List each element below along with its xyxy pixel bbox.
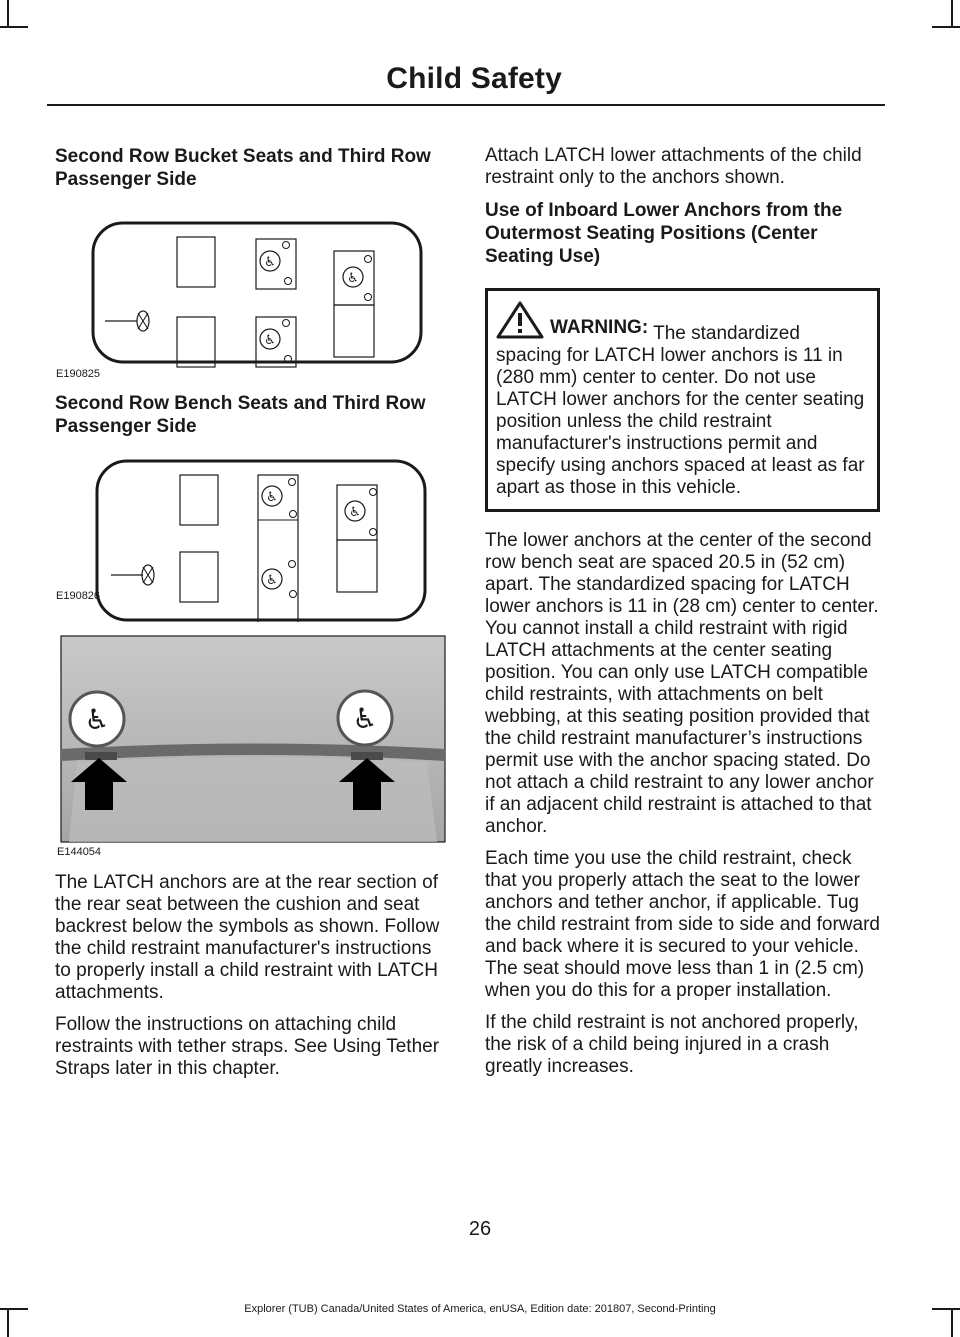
tether-straps-paragraph: Follow the instructions on attaching child restraints with tether straps. See Using Tether Straps later in this chapter. bbox=[55, 1014, 440, 1079]
warning-box bbox=[485, 288, 880, 512]
svg-text:♿: ♿ bbox=[84, 704, 110, 735]
header-rule bbox=[47, 104, 885, 106]
crop-mark bbox=[932, 26, 960, 28]
warning-head bbox=[496, 301, 648, 339]
warning-icon bbox=[496, 301, 544, 339]
bucket-seats-diagram bbox=[55, 199, 447, 374]
bench-seats-heading: Second Row Bench Seats and Third Row Passenger Side bbox=[55, 393, 426, 437]
latch-anchor-photo bbox=[55, 634, 447, 848]
risk-paragraph: If the child restraint is not anchored properly, the risk of a child being injured in a crash greatly increases. bbox=[485, 1012, 859, 1077]
svg-text:♿: ♿ bbox=[352, 703, 378, 734]
page-title: Child Safety bbox=[386, 62, 562, 95]
crop-mark bbox=[0, 26, 28, 28]
right-column bbox=[485, 145, 880, 1088]
svg-text:♿: ♿ bbox=[266, 572, 278, 587]
inboard-anchors-heading: Use of Inboard Lower Anchors from the Outermost Seating Positions (Center Seating Use) bbox=[485, 200, 843, 267]
figure-id: E190825 bbox=[56, 368, 101, 380]
bucket-seats-heading: Second Row Bucket Seats and Third Row Passenger Side bbox=[55, 146, 431, 190]
center-anchors-paragraph: The lower anchors at the center of the second row bench seat are spaced 20.5 in (52 cm) apart. The standardized spacing for LATCH lower anchors is 11 in (28 cm) center to center. You cannot install a child restraint with rigid LATCH attachments at the center seating position. You can only use LATCH compatible child restraints, with attachments on belt webbing, at this seating position provided that the child restraint manufacturer’s instructions permit use with the anchor spacing stated. Do not attach a child restraint to any lower anchor if an adjacent child restraint is attached to that anchor. bbox=[485, 530, 879, 837]
left-column bbox=[55, 145, 447, 1090]
svg-text:♿: ♿ bbox=[264, 332, 276, 347]
svg-text:♿: ♿ bbox=[349, 504, 361, 519]
edition-footer: Explorer (TUB) Canada/United States of America, enUSA, Edition date: 201807, Second-Printing bbox=[244, 1303, 716, 1315]
svg-text:♿: ♿ bbox=[264, 254, 276, 269]
figure-id: E144054 bbox=[57, 846, 102, 858]
attach-intro-paragraph: Attach LATCH lower attachments of the child restraint only to the anchors shown. bbox=[485, 145, 862, 188]
check-attachment-paragraph: Each time you use the child restraint, check that you properly attach the seat to the lower anchors and tether anchor, if applicable. Tug the child restraint from side to side and forward and back where it is secured to your vehicle. The seat should move less than 1 in (2.5 cm) when you do this for a proper installation. bbox=[485, 848, 880, 1001]
page-number: 26 bbox=[468, 1218, 492, 1240]
crop-mark bbox=[951, 0, 953, 28]
figure-id: E190826 bbox=[56, 590, 101, 602]
crop-mark bbox=[7, 0, 9, 28]
svg-text:♿: ♿ bbox=[266, 489, 278, 504]
warning-text: The standardized spacing for LATCH lower anchors is 11 in (280 mm) center to center. Do not use LATCH lower anchors for the center seating position unless the child restraint manufacturer's instructions permit and specify using anchors spaced at least as far apart as those in this vehicle. bbox=[496, 323, 865, 498]
svg-text:♿: ♿ bbox=[347, 270, 359, 285]
latch-anchors-paragraph: The LATCH anchors are at the rear section of the rear seat between the cushion and seat backrest below the symbols as shown. Follow the child restraint manufacturer's instructions to properly install a child restraint with LATCH attachments. bbox=[55, 872, 440, 1003]
warning-label: WARNING: bbox=[550, 317, 649, 338]
